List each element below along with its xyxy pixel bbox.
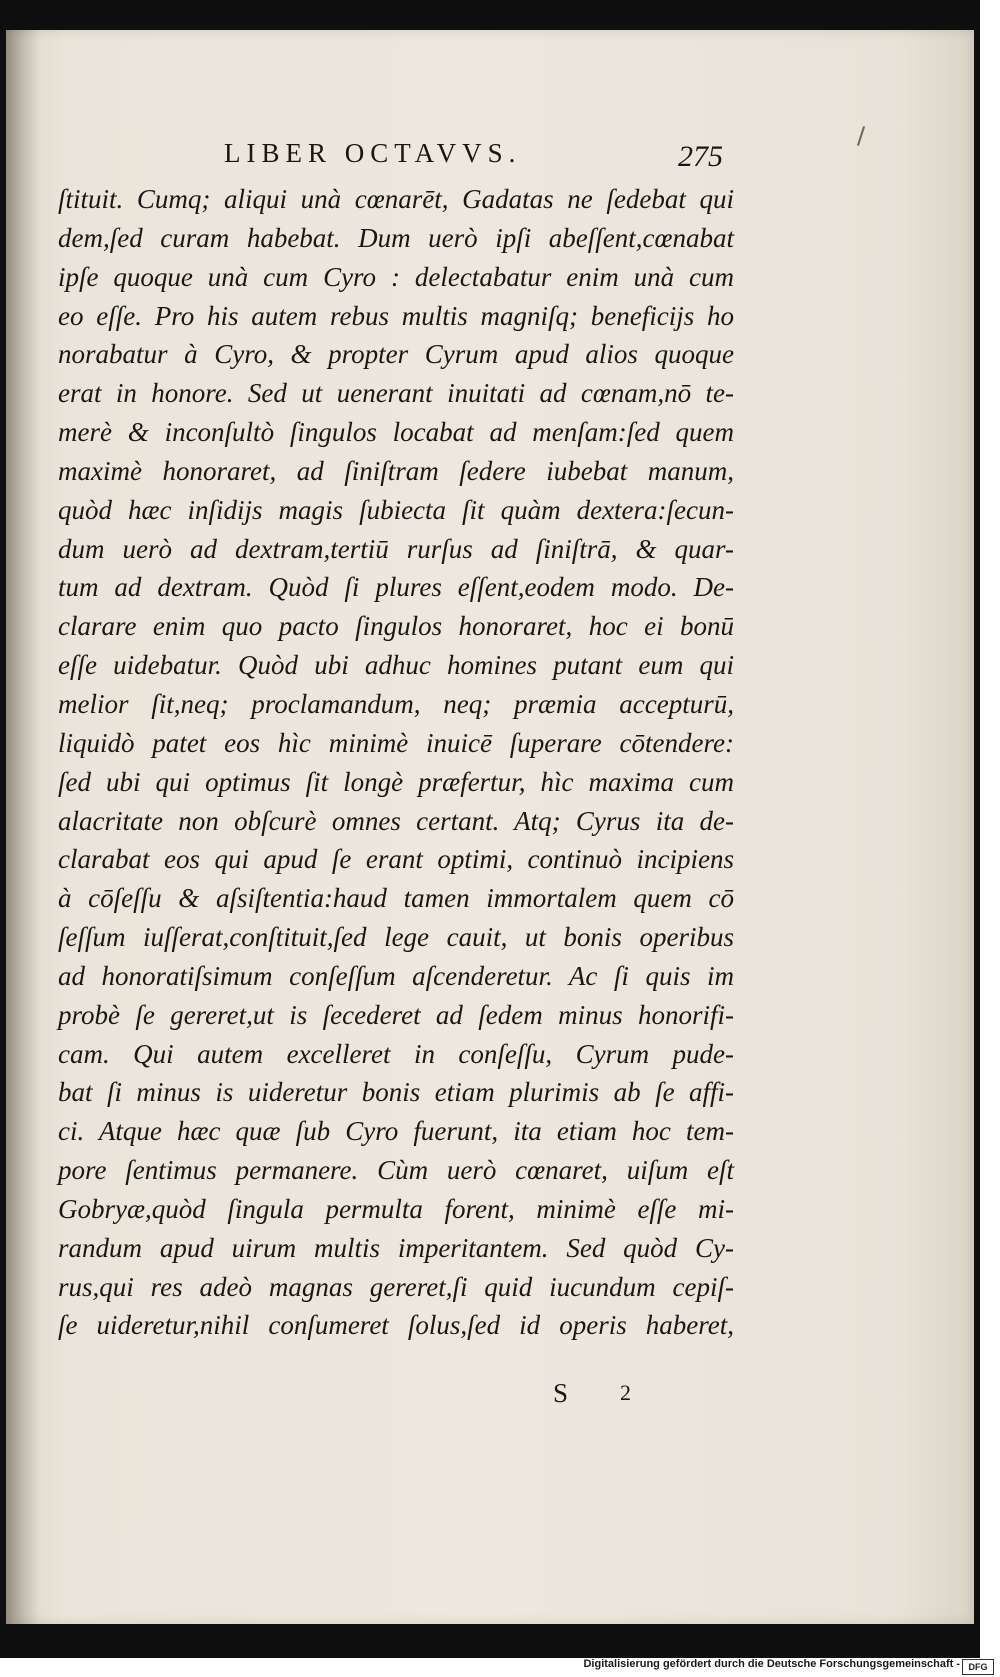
text-line: clarabat eos qui apud ſe erant optimi, continuò incipiens	[58, 844, 734, 875]
text-line: ſeſſum iuſſerat,conſtituit,ſed lege cauit, ut bonis operibus	[58, 922, 734, 953]
text-line: quòd hæc inſidijs magis ſubiecta ſit quàm dextera:ſecun-	[58, 494, 734, 525]
text-line: maximè honoraret, ad ſiniſtram ſedere iubebat manum,	[58, 455, 734, 486]
text-line: ſed ubi qui optimus ſit longè præfertur, hìc maxima cum	[58, 766, 734, 797]
text-line: ſtituit. Cumq; aliqui unà cœnarēt, Gadatas ne ſedebat qui	[58, 184, 734, 214]
text-line: dum uerò ad dextram,tertiū rurſus ad ſiniſtrā, & quar-	[58, 533, 734, 564]
text-line: eo eſſe. Pro his autem rebus multis magniſq; beneficijs ho	[58, 300, 734, 331]
text-line: randum apud uirum multis imperitantem. Sed quòd Cy-	[58, 1232, 734, 1263]
text-line: ci. Atque hæc quæ ſub Cyro fuerunt, ita etiam hoc tem-	[58, 1116, 734, 1147]
text-line: bat ſi minus is uideretur bonis etiam plurimis ab ſe affi-	[58, 1077, 734, 1108]
dfg-logo: DFG	[962, 1659, 994, 1675]
book-page	[6, 30, 974, 1624]
text-line: norabatur à Cyro, & propter Cyrum apud alios quoque	[58, 339, 734, 370]
text-line: ipſe quoque unà cum Cyro : delectabatur enim unà cum	[58, 261, 734, 292]
text-line: tum ad dextram. Quòd ſi plures eſſent,eodem modo. De-	[58, 572, 734, 603]
text-line: probè ſe gereret,ut is ſecederet ad ſedem minus honorifi-	[58, 999, 734, 1030]
signature-mark: S	[553, 1378, 569, 1408]
text-line: melior ſit,neq; proclamandum, neq; præmia accepturū,	[58, 688, 734, 719]
text-line: dem,ſed curam habebat. Dum uerò ipſi abeſſent,cœnabat	[58, 222, 734, 253]
text-line: eſſe uidebatur. Quòd ubi adhuc homines putant eum qui	[58, 650, 734, 681]
text-line: Gobryæ,quòd ſingula permulta forent, minimè eſſe mi-	[58, 1193, 734, 1224]
ink-mark	[857, 126, 865, 146]
text-line: erat in honore. Sed ut uenerant inuitati ad cœnam,nō te-	[58, 378, 734, 409]
text-line: cam. Qui autem excelleret in conſeſſu, Cyrum pude-	[58, 1038, 734, 1069]
body-text	[58, 180, 734, 1345]
signature-number: 2	[620, 1380, 631, 1405]
text-line: alacritate non obſcurè omnes certant. Atq; Cyrus ita de-	[58, 805, 734, 836]
running-header: LIBER OCTAVVS.	[224, 138, 522, 168]
text-line: liquidò patet eos hìc minimè inuicē ſuperare cōtendere:	[58, 727, 734, 758]
gutter-shadow	[6, 30, 40, 1624]
text-line: rus,qui res adeò magnas gereret,ſi quid iucundum cepiſ-	[58, 1271, 734, 1302]
digitization-credit: Digitalisierung gefördert durch die Deutsche Forschungsgemeinschaft -	[583, 1658, 960, 1670]
text-line: clarare enim quo pacto ſingulos honoraret, hoc ei bonū	[58, 611, 734, 642]
text-line: ſe uideretur,nihil conſumeret ſolus,ſed id operis haberet,	[58, 1310, 734, 1341]
text-line: merè & inconſultò ſingulos locabat ad menſam:ſed quem	[58, 417, 734, 448]
text-line: à cōſeſſu & aſsiſtentia:haud tamen immortalem quem cō	[58, 883, 734, 914]
text-line: pore ſentimus permanere. Cùm uerò cœnaret, uiſum eſt	[58, 1155, 734, 1186]
text-line: ad honoratiſsimum conſeſſum aſcenderetur. Ac ſi quis im	[58, 960, 734, 991]
page-number: 275	[678, 140, 723, 173]
